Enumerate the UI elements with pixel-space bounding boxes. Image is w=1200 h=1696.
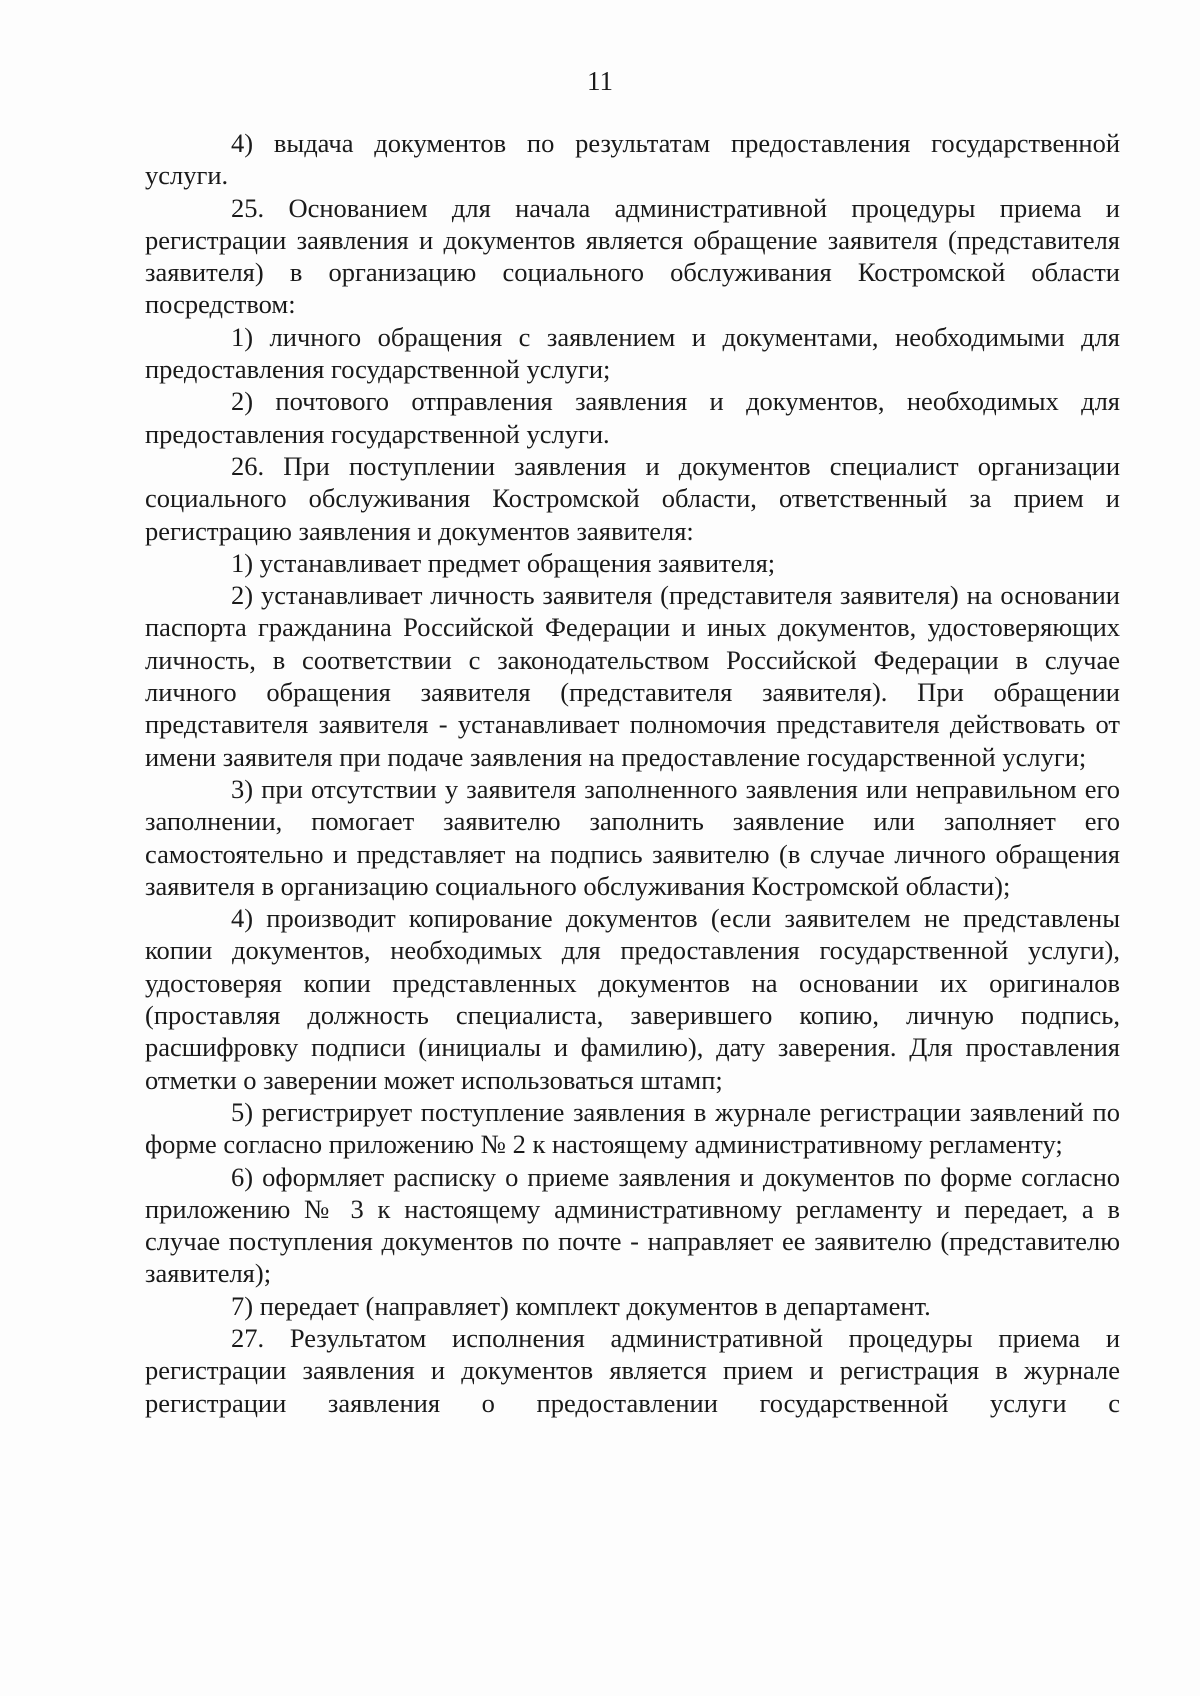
paragraph: 2) почтового отправления заявления и документов, необходимых для предоставления государственной услуги.: [145, 386, 1120, 449]
paragraph: 6) оформляет расписку о приеме заявления и документов по форме согласно приложению № 3 к настоящему административному регламенту и передает, а в случае поступления документов по почте - направляет ее заявителю (представителю заявителя);: [145, 1161, 1120, 1289]
paragraph: 27. Результатом исполнения административной процедуры приема и регистрации заявления и документов является прием и регистрация в журнале регистрации заявления о предоставлении государственной услуги с: [145, 1322, 1120, 1418]
document-body: [145, 127, 1120, 1419]
paragraph: 1) устанавливает предмет обращения заявителя;: [231, 547, 776, 578]
paragraph: 4) производит копирование документов (если заявителем не представлены копии документов, необходимых для предоставления государственной услуги), удостоверяя копии представленных документов на основании их оригиналов (проставляя должность специалиста, заверившего копию, личную подпись, расшифровку подписи (инициалы и фамилию), дату заверения. Для проставления отметки о заверении может использоваться штамп;: [145, 903, 1120, 1095]
paragraph: 7) передает (направляет) комплект документов в департамент.: [231, 1290, 931, 1321]
paragraph: 1) личного обращения с заявлением и документами, необходимыми для предоставления государственной услуги;: [145, 321, 1120, 385]
paragraph: 25. Основанием для начала административной процедуры приема и регистрации заявления и документов является обращение заявителя (представителя заявителя) в организацию социального обслуживания Костромской области посредством:: [145, 192, 1120, 320]
paragraph: 2) устанавливает личность заявителя (представителя заявителя) на основании паспорта гражданина Российской Федерации и иных документов, удостоверяющих личность, в соответствии с законодательством Российской Федерации в случае личного обращения заявителя (представителя заявителя). При обращении представителя заявителя - устанавливает полномочия представителя действовать от имени заявителя при подаче заявления на предоставление государственной услуги;: [145, 580, 1120, 772]
paragraph: 3) при отсутствии у заявителя заполненного заявления или неправильном его заполнении, помогает заявителю заполнить заявление или заполняет его самостоятельно и представляет на подпись заявителю (в случае личного обращения заявителя в организацию социального обслуживания Костромской области);: [145, 773, 1120, 901]
paragraph: 26. При поступлении заявления и документов специалист организации социального обслуживания Костромской области, ответственный за прием и регистрацию заявления и документов заявителя:: [145, 450, 1120, 546]
paragraph: 5) регистрирует поступление заявления в журнале регистрации заявлений по форме согласно приложению № 2 к настоящему административному регламенту;: [145, 1096, 1120, 1160]
paragraph: 4) выдача документов по результатам предоставления государственной услуги.: [145, 128, 1120, 191]
page-number: 11: [587, 66, 613, 96]
